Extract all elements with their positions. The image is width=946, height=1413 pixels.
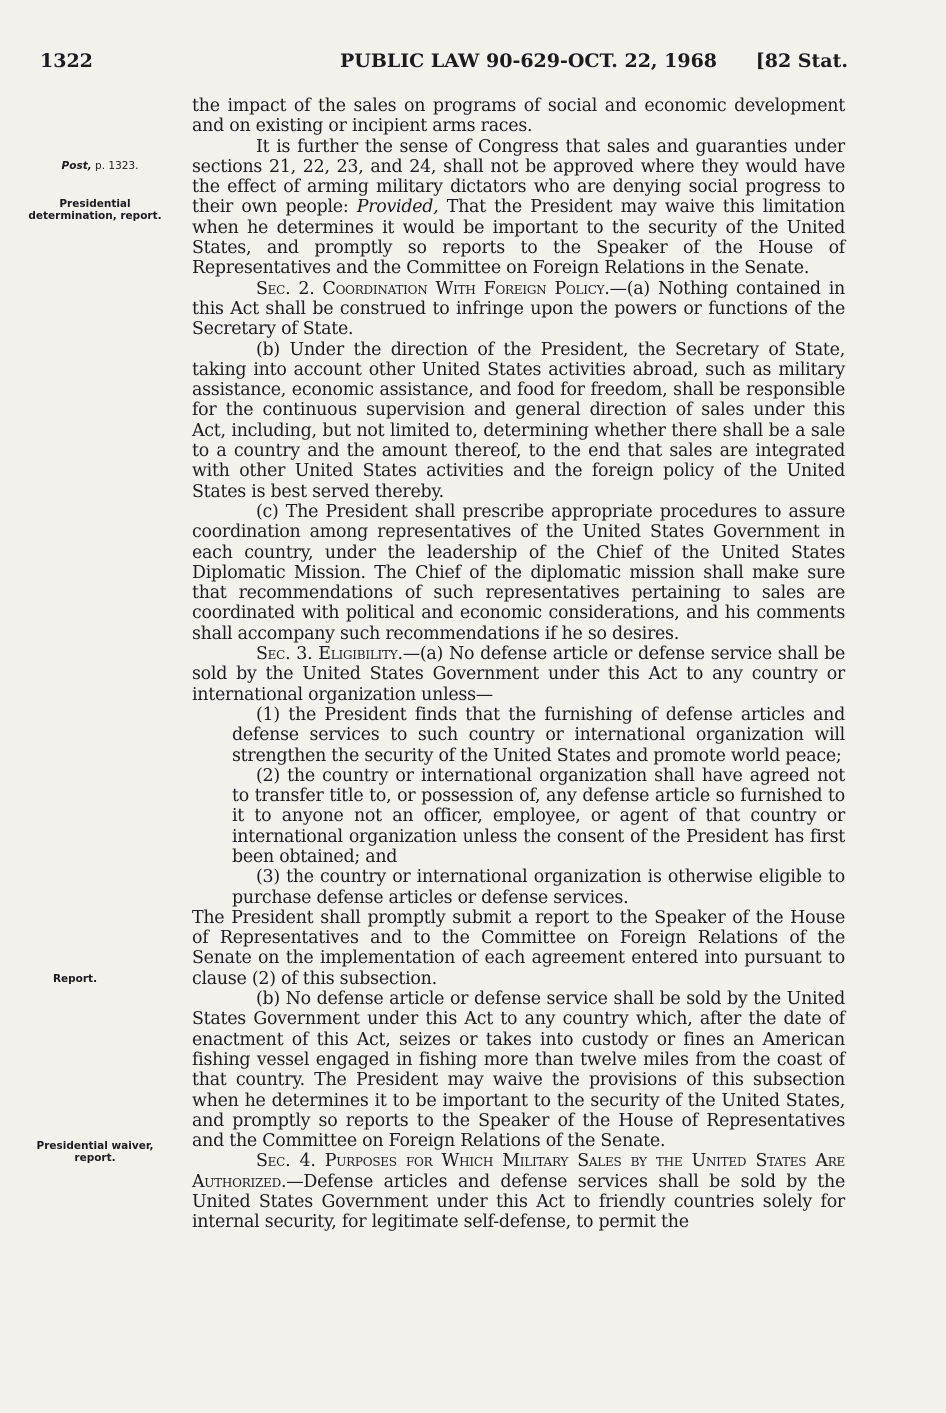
- section-4: [192, 1151, 845, 1232]
- section-2-c: (c) The President shall prescribe appropriate procedures to assure coordination among representatives of the United States Government in each country, under the leadership of the Chief of the United States Diplomatic Mission. The Chief of the diplomatic mission shall make sure that recommendations of such representatives pertaining to sales are coordinated with political and economic considerations, and his comments shall accompany such recommendations if he so desires.: [192, 501, 845, 644]
- clause-1: (1) the President finds that the furnishing of defense articles and defense services to such country or international organization will strengthen the security of the United States and promote world peace;: [232, 704, 845, 766]
- clause-3: (3) the country or international organization is otherwise eligible to purchase defense articles or defense services.: [232, 867, 845, 908]
- section-2-b: (b) Under the direction of the President, the Secretary of State, taking into account other United States activities abroad, such as military assistance, economic assistance, and food for freedom, shall be responsible for the continuous supervision and general direction of sales under this Act, including, but not limited to, determining whether there shall be a sale to a country and the amount thereof, to the end that sales are integrated with other United States activities and the foreign policy of the United States is best served thereby.: [192, 339, 845, 502]
- clause-2: (2) the country or international organization shall have agreed not to transfer title to, or possession of, any defense article so furnished to it to anyone not an officer, employee, or agent of that country or international organization unless the consent of the President has first been obtained; and: [232, 765, 845, 867]
- section-4-text: —Defense articles and defense services shall be sold by the United States Government under this Act to friendly countries solely for internal security, for legitimate self-defense, to permit the: [192, 1171, 845, 1233]
- paragraph-arms-races: the impact of the sales on programs of social and economic development and on existing or incipient arms races.: [192, 96, 845, 137]
- section-2-a-text: —(a) Nothing contained in this Act shall be construed to infringe upon the powers or functions of the Secretary of State.: [192, 278, 845, 340]
- sense-of-congress-text: It is further the sense of Congress that sales and guaranties under sections 21, 22, 23, and 24, shall not be approved where they would have the effect of arming military dictators who are denying social progress to their own people:: [192, 136, 845, 218]
- margin-note-post-label: Post,: [61, 160, 92, 172]
- section-4-heading: Sec. 4. Purposes for Which Military Sales by the United States Are Authorized.: [192, 1151, 845, 1192]
- section-3-a: [192, 644, 845, 705]
- section-3-report: The President shall promptly submit a report to the Speaker of the House of Representatives and to the Committee on Foreign Relations of the Senate on the implementation of each agreement entered into pursuant to clause (2) of this subsection.: [192, 907, 845, 989]
- margin-note-report: Report.: [52, 973, 98, 985]
- running-title: PUBLIC LAW 90-629-OCT. 22, 1968: [340, 50, 718, 72]
- section-2-a: [192, 279, 845, 340]
- statute-reference: [82 Stat.: [755, 50, 848, 72]
- paragraph-sense-of-congress: [192, 137, 845, 279]
- page-number: 1322: [40, 50, 93, 72]
- margin-note-post: [25, 160, 175, 172]
- margin-note-post-ref: p. 1323.: [95, 160, 139, 172]
- section-3-a-text: —(a) No defense article or defense service shall be sold by the United States Government under this Act to any country or international organization unless—: [192, 644, 845, 705]
- margin-note-presidential-waiver: Presidential waiver, report.: [36, 1140, 154, 1164]
- body-text: [192, 96, 845, 1233]
- margin-note-presidential-determination: Presidential determination, report.: [28, 198, 162, 222]
- section-3-b: (b) No defense article or defense service shall be sold by the United States Government under this Act to any country which, after the date of enactment of this Act, seizes or takes into custody or fines an American fishing vessel engaged in fishing more than twelve miles from the coast of that country. The President may waive the provisions of this subsection when he determines it to be important to the security of the United States, and promptly so reports to the Speaker of the House of Representatives and the Committee on Foreign Relations of the Senate.: [192, 989, 845, 1152]
- page-header: [40, 50, 848, 76]
- waiver-text: That the President may waive this limitation when he determines it would be important to the security of the United States, and promptly so reports to the Speaker of the House of Representatives and the Committee on Foreign Relations in the Senate.: [192, 197, 845, 279]
- provided-keyword: Provided,: [356, 197, 439, 218]
- section-2-heading: Sec. 2. Coordination With Foreign Policy.: [256, 278, 610, 299]
- section-3-heading: Sec. 3. Eligibility.: [256, 644, 403, 665]
